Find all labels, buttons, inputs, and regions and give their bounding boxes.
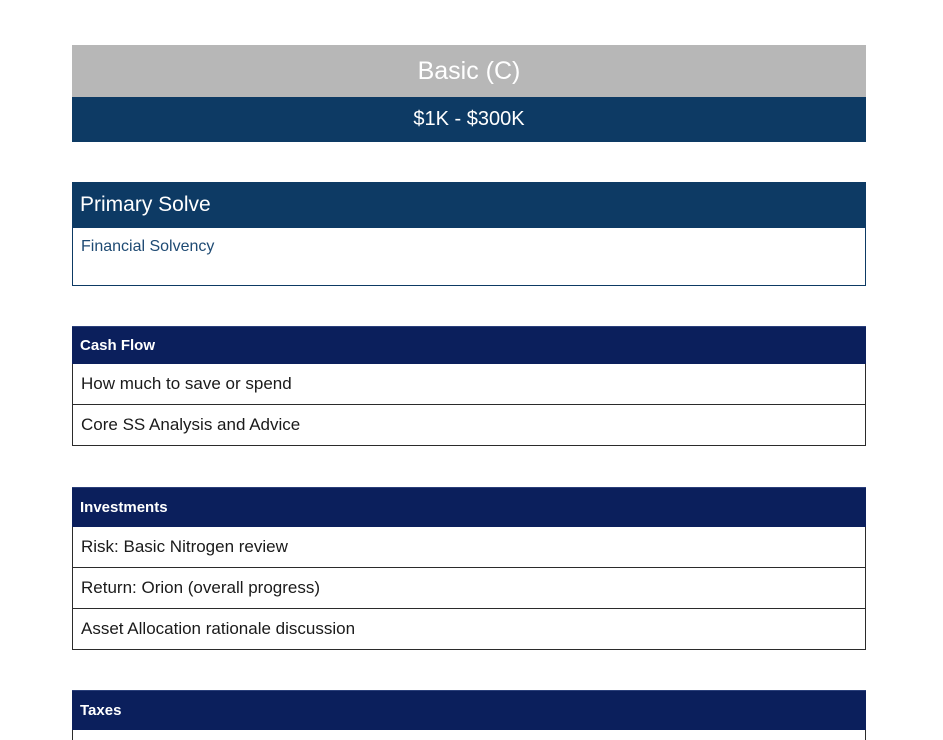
taxes-section [72, 690, 866, 740]
taxes-row [72, 730, 866, 740]
investments-row: Risk: Basic Nitrogen review [72, 527, 866, 568]
cash-flow-section [72, 326, 866, 446]
tier-title: Basic (C) [72, 45, 866, 97]
primary-solve-box [72, 182, 866, 286]
investments-section [72, 487, 866, 650]
cash-flow-row: How much to save or spend [72, 364, 866, 405]
cash-flow-row: Core SS Analysis and Advice [72, 405, 866, 446]
primary-solve-header: Primary Solve [72, 182, 866, 228]
investments-header: Investments [72, 487, 866, 527]
investments-row: Return: Orion (overall progress) [72, 568, 866, 609]
investments-row: Asset Allocation rationale discussion [72, 609, 866, 650]
taxes-header: Taxes [72, 690, 866, 730]
cash-flow-header: Cash Flow [72, 326, 866, 364]
tier-range: $1K - $300K [72, 97, 866, 142]
primary-solve-item: Financial Solvency [81, 238, 215, 255]
